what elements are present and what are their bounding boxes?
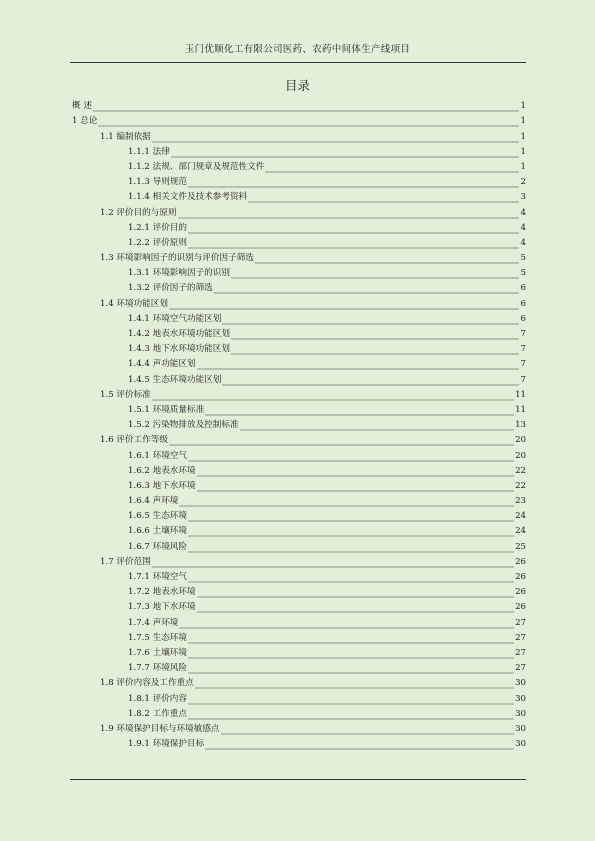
toc-entry-page-number: 30 — [515, 723, 526, 734]
toc-entry-label: 1.6.3 地下水环境 — [128, 480, 196, 491]
toc-entry-page-number: 6 — [520, 313, 526, 324]
toc-entry[interactable] — [72, 705, 526, 720]
toc-entry[interactable] — [72, 553, 526, 568]
toc-dot-leader — [178, 210, 519, 219]
toc-entry-page-number: 27 — [515, 632, 526, 643]
toc-dot-leader — [205, 741, 514, 750]
toc-entry-label: 1.6.1 环境空气 — [128, 450, 187, 461]
toc-entry-label: 1.8 评价内容及工作重点 — [100, 678, 194, 689]
toc-entry-label: 1.5.2 污染物排放及控制标准 — [128, 420, 239, 431]
toc-entry[interactable] — [72, 522, 526, 537]
toc-entry-label: 1.4.5 生态环境功能区划 — [128, 374, 222, 385]
toc-dot-leader — [231, 346, 519, 355]
toc-entry-label: 1.7.7 环境风险 — [128, 663, 187, 674]
toc-entry-label: 1.4.3 地下水环境功能区划 — [128, 344, 230, 355]
toc-dot-leader — [188, 544, 514, 553]
toc-entry-label: 1.7.4 声环境 — [128, 617, 179, 628]
toc-entry[interactable] — [72, 583, 526, 598]
toc-entry-page-number: 27 — [515, 617, 526, 628]
toc-entry-page-number: 7 — [520, 329, 526, 339]
toc-entry[interactable] — [72, 629, 526, 644]
toc-entry-page-number: 27 — [515, 647, 526, 658]
toc-entry[interactable] — [72, 173, 526, 188]
toc-entry-page-number: 30 — [515, 708, 526, 719]
toc-entry[interactable] — [72, 325, 526, 340]
toc-dot-leader — [240, 422, 515, 431]
toc-dot-leader — [255, 255, 519, 264]
toc-entry-page-number: 26 — [515, 556, 526, 567]
toc-entry[interactable] — [72, 492, 526, 507]
toc-dot-leader — [195, 680, 514, 689]
toc-entry-label: 1.6.7 环境风险 — [128, 541, 187, 552]
toc-entry-label: 1.9.1 环境保护目标 — [128, 739, 205, 750]
toc-dot-leader — [188, 574, 514, 583]
toc-entry-label: 1.2 评价目的与原则 — [100, 207, 177, 218]
toc-dot-leader — [188, 635, 514, 644]
toc-entry-page-number: 20 — [515, 435, 526, 446]
toc-entry-page-number: 11 — [515, 389, 526, 400]
toc-dot-leader — [188, 528, 514, 537]
toc-entry-label: 1.6.5 生态环境 — [128, 511, 187, 522]
toc-entry-label: 1.6.6 土壤环境 — [128, 526, 187, 537]
toc-entry-page-number: 1 — [520, 131, 526, 142]
toc-entry-label: 1.5 评价标准 — [100, 389, 151, 400]
toc-dot-leader — [93, 103, 519, 112]
toc-entry-page-number: 1 — [520, 101, 526, 112]
toc-entry-label: 1.4 环境功能区划 — [100, 298, 168, 309]
toc-entry-page-number: 13 — [515, 420, 526, 431]
toc-entry[interactable] — [72, 431, 526, 446]
toc-dot-leader — [169, 437, 514, 446]
toc-entry-page-number: 26 — [515, 602, 526, 613]
toc-entry-label: 1.2.2 评价原则 — [128, 237, 187, 248]
toc-entry-page-number: 4 — [520, 237, 526, 248]
toc-entry-label: 1.3 环境影响因子的识别与评价因子筛选 — [100, 253, 254, 264]
toc-entry-page-number: 30 — [515, 693, 526, 704]
toc-dot-leader — [152, 392, 514, 401]
toc-entry-label: 1.3.1 环境影响因子的识别 — [128, 268, 230, 279]
toc-dot-leader — [248, 194, 519, 203]
toc-dot-leader — [152, 134, 519, 143]
toc-entry-page-number: 26 — [515, 572, 526, 582]
toc-entry-page-number: 7 — [520, 374, 526, 385]
toc-dot-leader — [197, 483, 514, 492]
toc-dot-leader — [179, 498, 514, 507]
toc-entry[interactable] — [72, 249, 526, 264]
toc-entry[interactable] — [72, 355, 526, 370]
toc-dot-leader — [221, 726, 515, 735]
toc-entry-page-number: 7 — [520, 359, 526, 370]
toc-entry-page-number: 22 — [515, 465, 526, 476]
toc-entry-label: 1.4.2 地表水环境功能区划 — [128, 329, 230, 339]
toc-entry-page-number: 23 — [515, 496, 526, 507]
toc-entry[interactable] — [72, 735, 526, 750]
toc-entry-label: 1.1.2 法规、部门规章及规范性文件 — [128, 161, 265, 172]
toc-entry-label: 概 述 — [72, 101, 92, 112]
toc-entry-label: 1 总论 — [72, 116, 98, 127]
toc-entry-page-number: 24 — [515, 511, 526, 522]
toc-entry[interactable] — [72, 386, 526, 401]
toc-entry[interactable] — [72, 203, 526, 218]
toc-dot-leader — [205, 407, 514, 416]
toc-entry-page-number: 26 — [515, 587, 526, 598]
toc-entry-label: 1.7 评价范围 — [100, 556, 151, 567]
toc-entry-label: 1.8.2 工作重点 — [128, 708, 187, 719]
toc-dot-leader — [197, 468, 514, 477]
toc-entry-label: 1.7.5 生态环境 — [128, 632, 187, 643]
toc-entry-label: 1.6 评价工作等级 — [100, 435, 168, 446]
toc-entry-page-number: 7 — [520, 344, 526, 355]
toc-entry-label: 1.4.1 环境空气功能区划 — [128, 313, 222, 324]
toc-entry-page-number: 6 — [520, 283, 526, 294]
toc-entry-label: 1.7.3 地下水环境 — [128, 602, 196, 613]
toc-dot-leader — [188, 665, 514, 674]
toc-entry[interactable] — [72, 188, 526, 203]
toc-entry-label: 1.1 编制依据 — [100, 131, 151, 142]
toc-entry-page-number: 30 — [515, 678, 526, 689]
toc-entry[interactable] — [72, 340, 526, 355]
toc-entry[interactable] — [72, 279, 526, 294]
toc-dot-leader — [214, 285, 519, 294]
toc-entry[interactable] — [72, 689, 526, 704]
toc-dot-leader — [222, 377, 519, 386]
toc-entry[interactable] — [72, 462, 526, 477]
toc-dot-leader — [179, 620, 514, 629]
toc-dot-leader — [98, 118, 519, 127]
toc-entry-label: 1.8.1 评价内容 — [128, 693, 187, 704]
toc-dot-leader — [188, 225, 519, 234]
toc-entry[interactable] — [72, 644, 526, 659]
toc-entry-page-number: 30 — [515, 739, 526, 750]
toc-dot-leader — [197, 604, 514, 613]
toc-entry-page-number: 5 — [520, 268, 526, 279]
toc-entry[interactable] — [72, 158, 526, 173]
toc-dot-leader — [188, 179, 519, 188]
toc-dot-leader — [188, 696, 514, 705]
toc-dot-leader — [152, 559, 514, 568]
toc-entry-page-number: 1 — [520, 116, 526, 127]
toc-entry[interactable] — [72, 613, 526, 628]
toc-entry-page-number: 6 — [520, 298, 526, 309]
toc-entry-page-number: 22 — [515, 480, 526, 491]
toc-dot-leader — [188, 240, 519, 249]
toc-entry[interactable] — [72, 568, 526, 583]
toc-entry-page-number: 5 — [520, 253, 526, 264]
table-of-contents — [72, 97, 526, 750]
toc-entry[interactable] — [72, 143, 526, 158]
toc-entry-label: 1.7.2 地表水环境 — [128, 587, 196, 598]
toc-entry[interactable] — [72, 127, 526, 142]
toc-entry[interactable] — [72, 674, 526, 689]
toc-entry[interactable] — [72, 416, 526, 431]
page-title: 目录 — [284, 78, 310, 93]
toc-dot-leader — [231, 331, 519, 340]
toc-entry-label: 1.1.3 导则规范 — [128, 177, 187, 188]
toc-dot-leader — [197, 589, 514, 598]
footer-rule — [70, 779, 526, 780]
toc-entry-label: 1.3.2 评价因子的筛选 — [128, 283, 213, 294]
running-header: 玉门优顺化工有限公司医药、农药中间体生产线项目 — [184, 44, 411, 55]
toc-entry-label: 1.1.4 相关文件及技术参考资料 — [128, 192, 248, 203]
toc-entry-page-number: 25 — [515, 541, 526, 552]
toc-entry-page-number: 1 — [520, 146, 526, 157]
toc-entry-page-number: 3 — [520, 192, 526, 203]
toc-dot-leader — [188, 513, 514, 522]
toc-entry[interactable] — [72, 446, 526, 461]
toc-entry[interactable] — [72, 112, 526, 127]
toc-entry[interactable] — [72, 264, 526, 279]
toc-entry[interactable] — [72, 310, 526, 325]
toc-dot-leader — [265, 164, 519, 173]
toc-dot-leader — [169, 301, 519, 310]
toc-entry-label: 1.2.1 评价目的 — [128, 222, 187, 233]
toc-entry[interactable] — [72, 219, 526, 234]
toc-dot-leader — [197, 361, 519, 370]
toc-dot-leader — [188, 650, 514, 659]
toc-dot-leader — [188, 453, 514, 462]
toc-dot-leader — [231, 270, 519, 279]
toc-entry-page-number: 11 — [515, 404, 526, 415]
toc-entry-label: 1.5.1 环境质量标准 — [128, 404, 205, 415]
toc-entry-label: 1.6.4 声环境 — [128, 496, 179, 507]
toc-entry-label: 1.1.1 法律 — [128, 146, 170, 157]
toc-entry-label: 1.7.6 土壤环境 — [128, 647, 187, 658]
toc-entry[interactable] — [72, 370, 526, 385]
toc-dot-leader — [188, 711, 514, 720]
toc-entry-page-number: 2 — [520, 177, 526, 188]
toc-entry[interactable] — [72, 598, 526, 613]
toc-entry[interactable] — [72, 401, 526, 416]
toc-entry-page-number: 1 — [520, 161, 526, 172]
toc-entry-label: 1.9 环境保护目标与环境敏感点 — [100, 723, 220, 734]
toc-entry-page-number: 27 — [515, 663, 526, 674]
toc-entry[interactable] — [72, 97, 526, 112]
toc-entry-label: 1.6.2 地表水环境 — [128, 465, 196, 476]
toc-entry[interactable] — [72, 537, 526, 552]
toc-entry-label: 1.7.1 环境空气 — [128, 572, 187, 582]
toc-entry-label: 1.4.4 声功能区划 — [128, 359, 196, 370]
toc-entry-page-number: 24 — [515, 526, 526, 537]
toc-entry[interactable] — [72, 234, 526, 249]
toc-entry-page-number: 20 — [515, 450, 526, 461]
toc-entry[interactable] — [72, 720, 526, 735]
header-rule — [70, 62, 526, 63]
toc-entry-page-number: 4 — [520, 222, 526, 233]
toc-dot-leader — [222, 316, 519, 325]
toc-entry[interactable] — [72, 507, 526, 522]
toc-entry[interactable] — [72, 294, 526, 309]
toc-entry-page-number: 4 — [520, 207, 526, 218]
toc-entry[interactable] — [72, 659, 526, 674]
toc-entry[interactable] — [72, 477, 526, 492]
toc-dot-leader — [171, 149, 519, 158]
